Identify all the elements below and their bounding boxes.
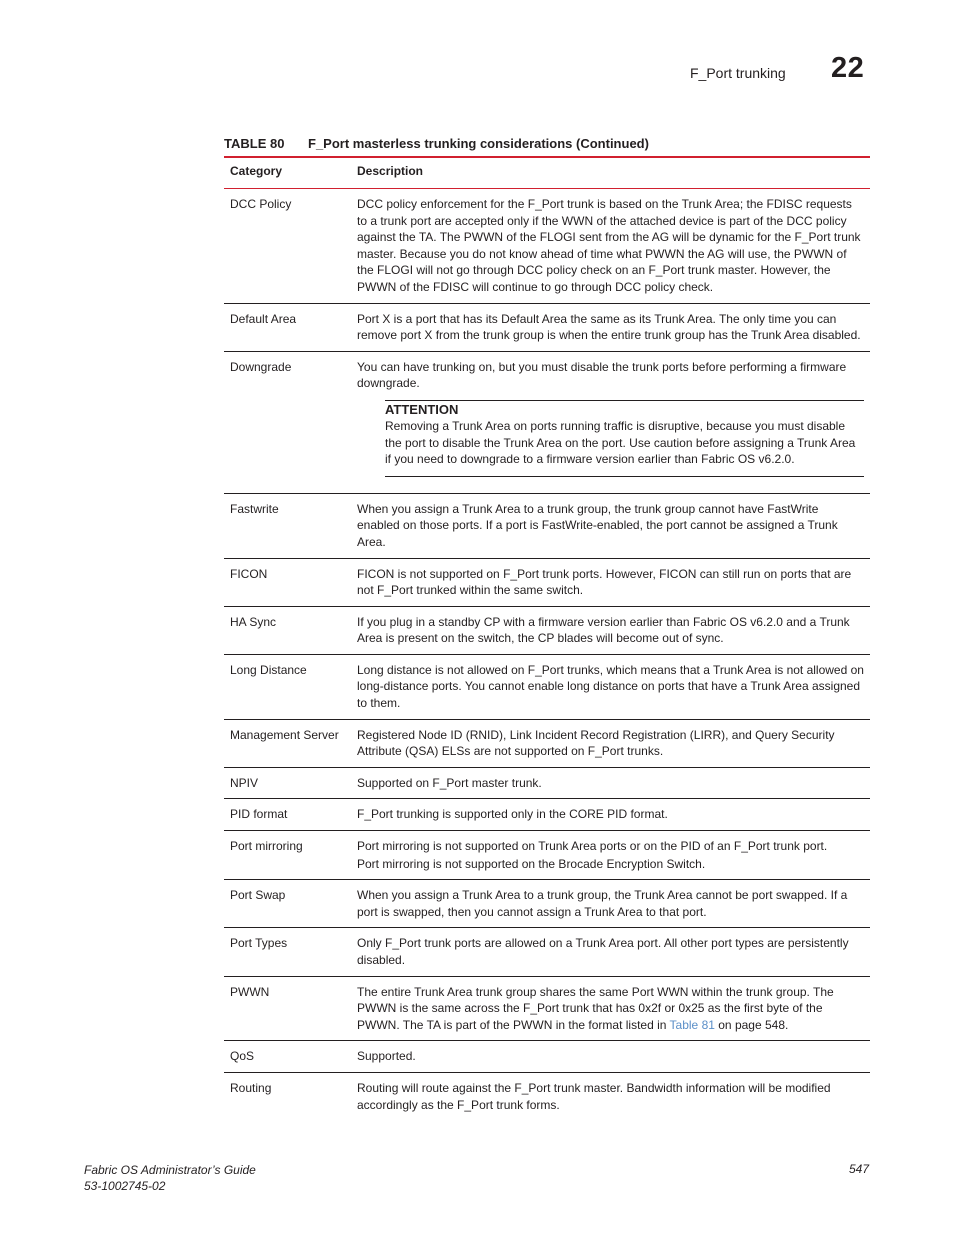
description-text: Long distance is not allowed on F_Port trunks, which means that a Trunk Area is not allowed on long-distance ports. You cannot enable long distance on ports that have a Trunk Area assigned to them. (357, 662, 864, 711)
row-category: Downgrade (230, 359, 292, 374)
table-row (224, 1073, 870, 1120)
footer-doc-number: 53-1002745-02 (84, 1179, 166, 1193)
row-category: Port Types (230, 936, 288, 951)
description-text: If you plug in a standby CP with a firmware version earlier than Fabric OS v6.2.0 and a Trunk Area is present on the switch, the CP blades will become out of sync. (357, 614, 850, 646)
row-description (351, 607, 870, 654)
description-text-post: on page 548. (714, 1017, 789, 1032)
row-category: Port Swap (230, 888, 286, 903)
attention-heading: ATTENTION (385, 401, 459, 417)
running-header-section: F_Port trunking (690, 65, 786, 81)
table-row (224, 494, 870, 559)
attention-box (385, 400, 864, 477)
description-text: Registered Node ID (RNID), Link Incident Record Registration (LIRR), and Query Security Attribute (QSA) ELSs are not supported on F_Port trunks. (357, 727, 835, 759)
table-header-row (224, 158, 870, 189)
description-text: You can have trunking on, but you must disable the trunk ports before performing a firmware downgrade. (357, 359, 847, 391)
row-category: QoS (230, 1049, 255, 1064)
table-row (224, 831, 870, 880)
description-text: Supported on F_Port master trunk. (357, 775, 542, 790)
table-row (224, 977, 870, 1042)
table-title: F_Port masterless trunking considerations (Continued) (308, 136, 649, 151)
row-description (351, 928, 870, 975)
row-description (351, 1073, 870, 1120)
row-description (351, 304, 870, 351)
attention-text: Removing a Trunk Area on ports running traffic is disruptive, because you must disable the port to disable the Trunk Area on the port. Use caution before assigning a Trunk Area if you need to downgrade to a firmware version earlier than Fabric OS v6.2.0. (385, 418, 856, 467)
description-text: Port mirroring is not supported on the Brocade Encryption Switch. (357, 856, 706, 871)
table-row (224, 880, 870, 928)
description-text: Port X is a port that has its Default Area the same as its Trunk Area. The only time you can remove port X from the trunk group is when the entire trunk group has the Trunk Area disabled. (357, 311, 861, 343)
chapter-number: 22 (831, 52, 865, 84)
table-row (224, 304, 870, 352)
table-row (224, 607, 870, 655)
description-text: Routing will route against the F_Port trunk master. Bandwidth information will be modified accordingly as the F_Port trunk forms. (357, 1080, 831, 1112)
description-text: Port mirroring is not supported on Trunk Area ports or on the PID of an F_Port trunk port. (357, 839, 828, 854)
row-description (351, 977, 870, 1041)
table-row (224, 189, 870, 304)
footer-document-info (84, 1162, 256, 1194)
description-text-pre: The entire Trunk Area trunk group shares the same Port WWN within the trunk group. The PWWN is the same across the F_Port trunk that has 0x2f or 0x25 as the first byte of the PWWN. The TA is part of the PWWN in the format listed in (357, 984, 834, 1032)
row-description (351, 655, 870, 719)
description-text: FICON is not supported on F_Port trunk ports. However, FICON can still run on ports that are not F_Port trunked within the same switch. (357, 566, 852, 598)
row-category: Port mirroring (230, 839, 303, 854)
row-description (351, 768, 870, 799)
table-row (224, 768, 870, 800)
column-header-category: Category (230, 164, 283, 178)
table-row (224, 1041, 870, 1073)
description-text (357, 984, 864, 1034)
row-category: Management Server (230, 727, 339, 742)
row-description (351, 831, 870, 879)
description-text: DCC policy enforcement for the F_Port trunk is based on the Trunk Area; the FDISC requests to a trunk port are accepted only if the WWN of the attached device is part of the DCC policy against the TA. The PWWN of the FLOGI sent from the AG will be dynamic for the F_Port trunk master. Because you do not know ahead of time what PWWN the AG will use, the PWWN of the FLOGI will not go through DCC policy check on an F_Port trunk master. However, the PWWN of the FDISC will continue to go through DCC policy check. (357, 197, 861, 294)
row-category: FICON (230, 566, 268, 581)
column-header-description: Description (357, 164, 424, 178)
footer-page-number: 547 (849, 1162, 870, 1176)
row-description (351, 559, 870, 606)
row-description (351, 189, 870, 303)
row-category: Fastwrite (230, 501, 279, 516)
row-category: Long Distance (230, 662, 307, 677)
description-text: Only F_Port trunk ports are allowed on a Trunk Area port. All other port types are persistently disabled. (357, 936, 849, 967)
row-description (351, 880, 870, 927)
description-text: When you assign a Trunk Area to a trunk group, the Trunk Area cannot be port swapped. If a port is swapped, then you cannot assign a Trunk Area to that port. (357, 888, 848, 919)
table-row (224, 352, 870, 494)
row-category: PWWN (230, 984, 270, 999)
row-category: HA Sync (230, 614, 277, 629)
table-number: TABLE 80 (224, 136, 285, 151)
table-row (224, 655, 870, 720)
row-description (351, 352, 870, 493)
footer-title: Fabric OS Administrator’s Guide (84, 1163, 256, 1177)
table-row (224, 559, 870, 607)
description-text: Supported. (357, 1049, 416, 1064)
row-category: Routing (230, 1080, 272, 1095)
row-category: Default Area (230, 311, 297, 326)
row-category: NPIV (230, 775, 259, 790)
table-row (224, 720, 870, 768)
table-row (224, 799, 870, 831)
row-category: DCC Policy (230, 197, 292, 211)
description-text: When you assign a Trunk Area to a trunk group, the trunk group cannot have FastWrite enabled on those ports. If a port is FastWrite-enabled, the port cannot be assigned a Trunk Area. (357, 501, 838, 549)
row-description (351, 799, 870, 830)
description-text: F_Port trunking is supported only in the CORE PID format. (357, 807, 668, 822)
row-description (351, 494, 870, 558)
table-row (224, 928, 870, 976)
row-description (351, 720, 870, 767)
row-category: PID format (230, 807, 288, 822)
considerations-table (224, 156, 870, 1120)
table-caption (224, 136, 870, 151)
table-81-link[interactable]: Table 81 (669, 1017, 715, 1032)
row-description (351, 1041, 870, 1072)
